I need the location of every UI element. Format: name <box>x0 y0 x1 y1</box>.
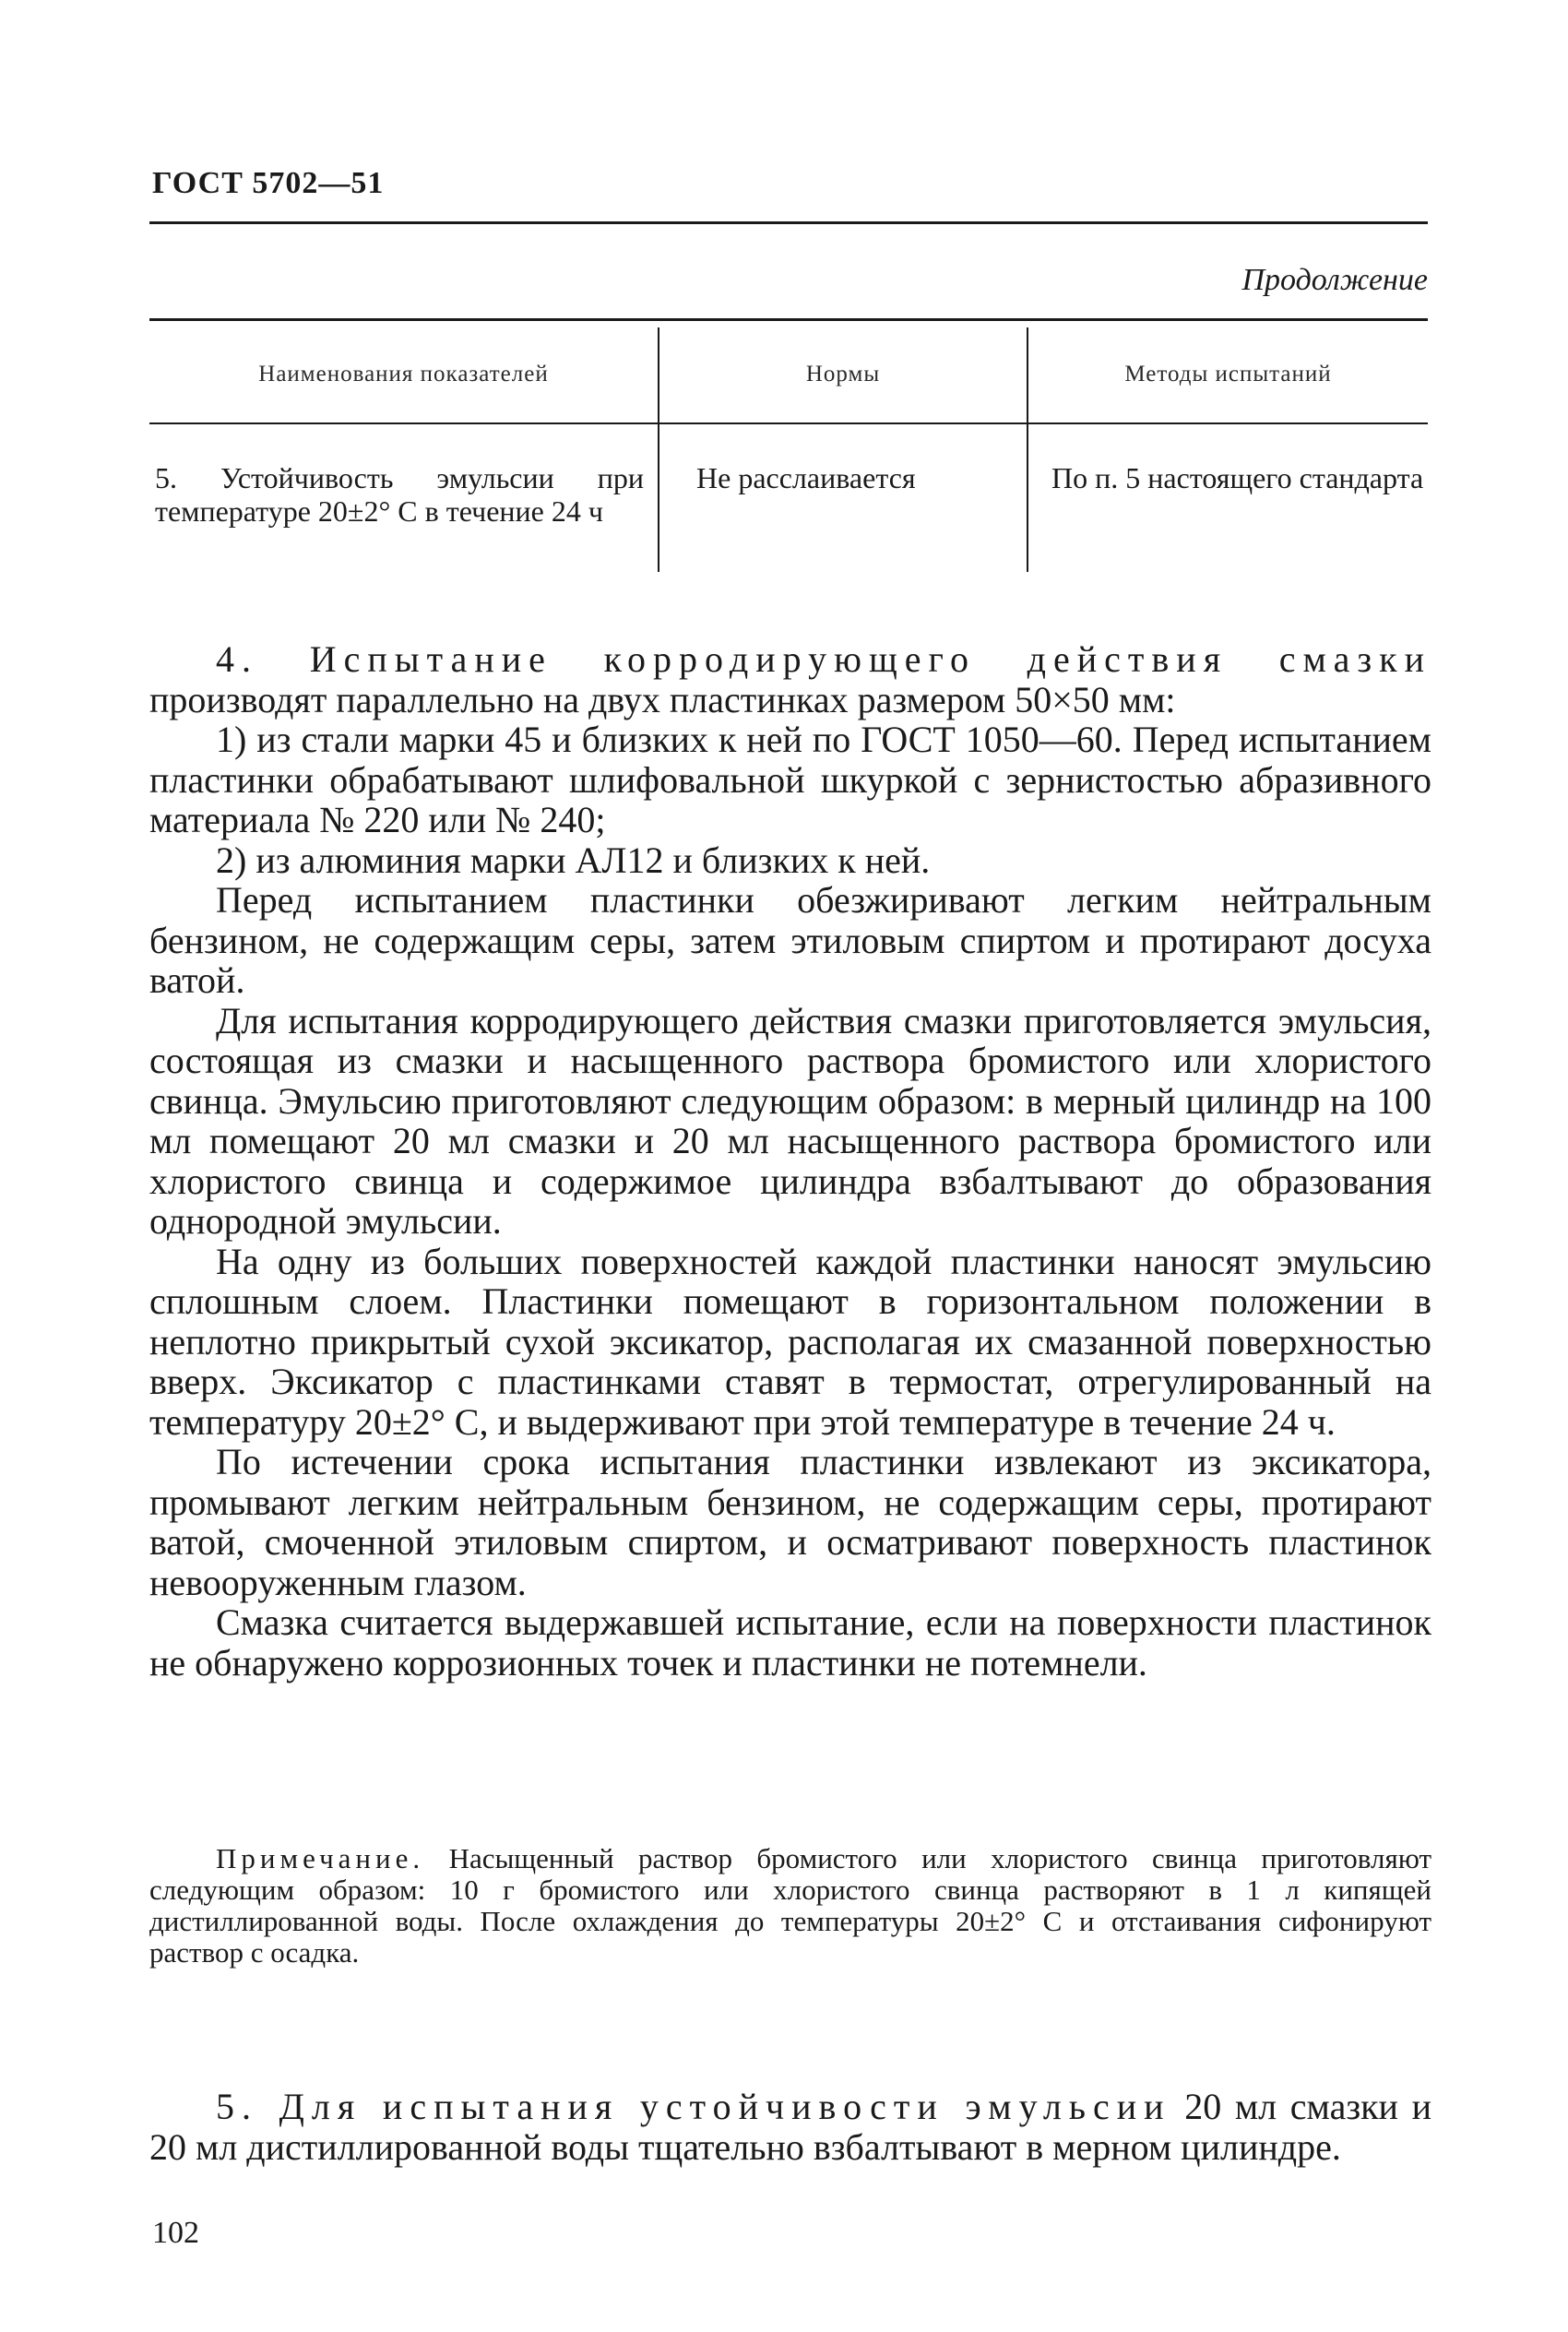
table-header-norms: Нормы <box>805 362 881 387</box>
note-label: Примечание. <box>216 1842 425 1874</box>
section-4-paragraph: По истечении срока испытания пластинки извлекают из эксикатора, промывают легким нейтральным бензином, не содержащим серы, протирают ватой, смоченной этиловым спиртом, и осматривают поверхность пластинок невооруженным глазом. <box>149 1441 1431 1603</box>
header-rule <box>149 221 1428 224</box>
page-number: 102 <box>152 2216 199 2250</box>
table-header-methods: Методы испытаний <box>1124 362 1332 387</box>
section-5-text: 20 мл смазки и 20 мл дистиллированной воды тщательно взбалтывают в мерном цилиндре. <box>149 2086 1431 2168</box>
section-4-paragraph: Перед испытанием пластинки обезжиривают легким нейтральным бензином, не содержащим серы, затем этиловым спиртом и протирают досуха ватой. <box>149 879 1431 1001</box>
section-5-paragraph <box>149 2087 1431 2167</box>
table-cell-method: По п. 5 настоящего стандарта <box>1051 461 1424 494</box>
table-cell-indicator: 5. Устойчивость эмульсии при температуре 20±2° С в течение 24 ч <box>155 461 644 528</box>
section-5 <box>149 2087 1431 2167</box>
section-4-item-1: 1) из стали марки 45 и близких к ней по ГОСТ 1050—60. Перед испытанием пластинки обрабатывают шлифовальной шкуркой с зернистостью абразивного материала № 220 или № 240; <box>149 719 1431 840</box>
table-header-rule <box>149 422 1428 424</box>
table-column-divider <box>1027 327 1028 572</box>
table-top-rule <box>149 318 1428 321</box>
section-4-title: 4. Испытание корродирующего действия смазки <box>216 638 1431 680</box>
table-cell-norm: Не расслаивается <box>696 461 916 494</box>
continuation-label: Продолжение <box>1241 263 1428 297</box>
section-4-item-2: 2) из алюминия марки АЛ12 и близких к ней. <box>216 839 931 881</box>
note-paragraph <box>149 1843 1431 1969</box>
standard-code: ГОСТ 5702—51 <box>152 166 385 200</box>
note-text: Насыщенный раствор бромистого или хлористого свинца приготовляют следующим образом: 10 г бромистого или хлористого свинца растворяют в 1 л кипящей дистиллированной воды. После охлаждения до температуры 20±2° С и отстаивания сифонируют раствор с осадка. <box>149 1842 1431 1969</box>
table-header-indicator: Наименования показателей <box>258 362 549 387</box>
section-4-paragraph: Смазка считается выдержавшей испытание, если на поверхности пластинок не обнаружено коррозионных точек и пластинки не потемнели. <box>149 1601 1431 1684</box>
note-block <box>149 1843 1431 1969</box>
section-4-paragraph: На одну из больших поверхностей каждой пластинки наносят эмульсию сплошным слоем. Пластинки помещают в горизонтальном положении в неплотно прикрытый сухой эксикатор, располагая их смазанной поверхностью вверх. Эксикатор с пластинками ставят в термостат, отрегулированный на температуру 20±2° С, и выдерживают при этой температуре в течение 24 ч. <box>149 1240 1431 1443</box>
section-5-title: 5. Для испытания устойчивости эмульсии <box>216 2086 1171 2127</box>
section-4-paragraph: Для испытания корродирующего действия смазки приготовляется эмульсия, состоящая из смазки и насыщенного раствора бромистого или хлористого свинца. Эмульсию приготовляют следующим образом: в мерный цилиндр на 100 мл помещают 20 мл смазки и 20 мл насыщенного раствора бромистого или хлористого свинца и содержимое цилиндра взбалтывают до образования однородной эмульсии. <box>149 999 1431 1242</box>
section-4 <box>149 639 1431 1683</box>
section-4-intro <box>149 639 1431 720</box>
table-column-divider <box>658 327 659 572</box>
section-4-intro-text: производят параллельно на двух пластинках размером 50×50 мм: <box>149 678 1176 720</box>
